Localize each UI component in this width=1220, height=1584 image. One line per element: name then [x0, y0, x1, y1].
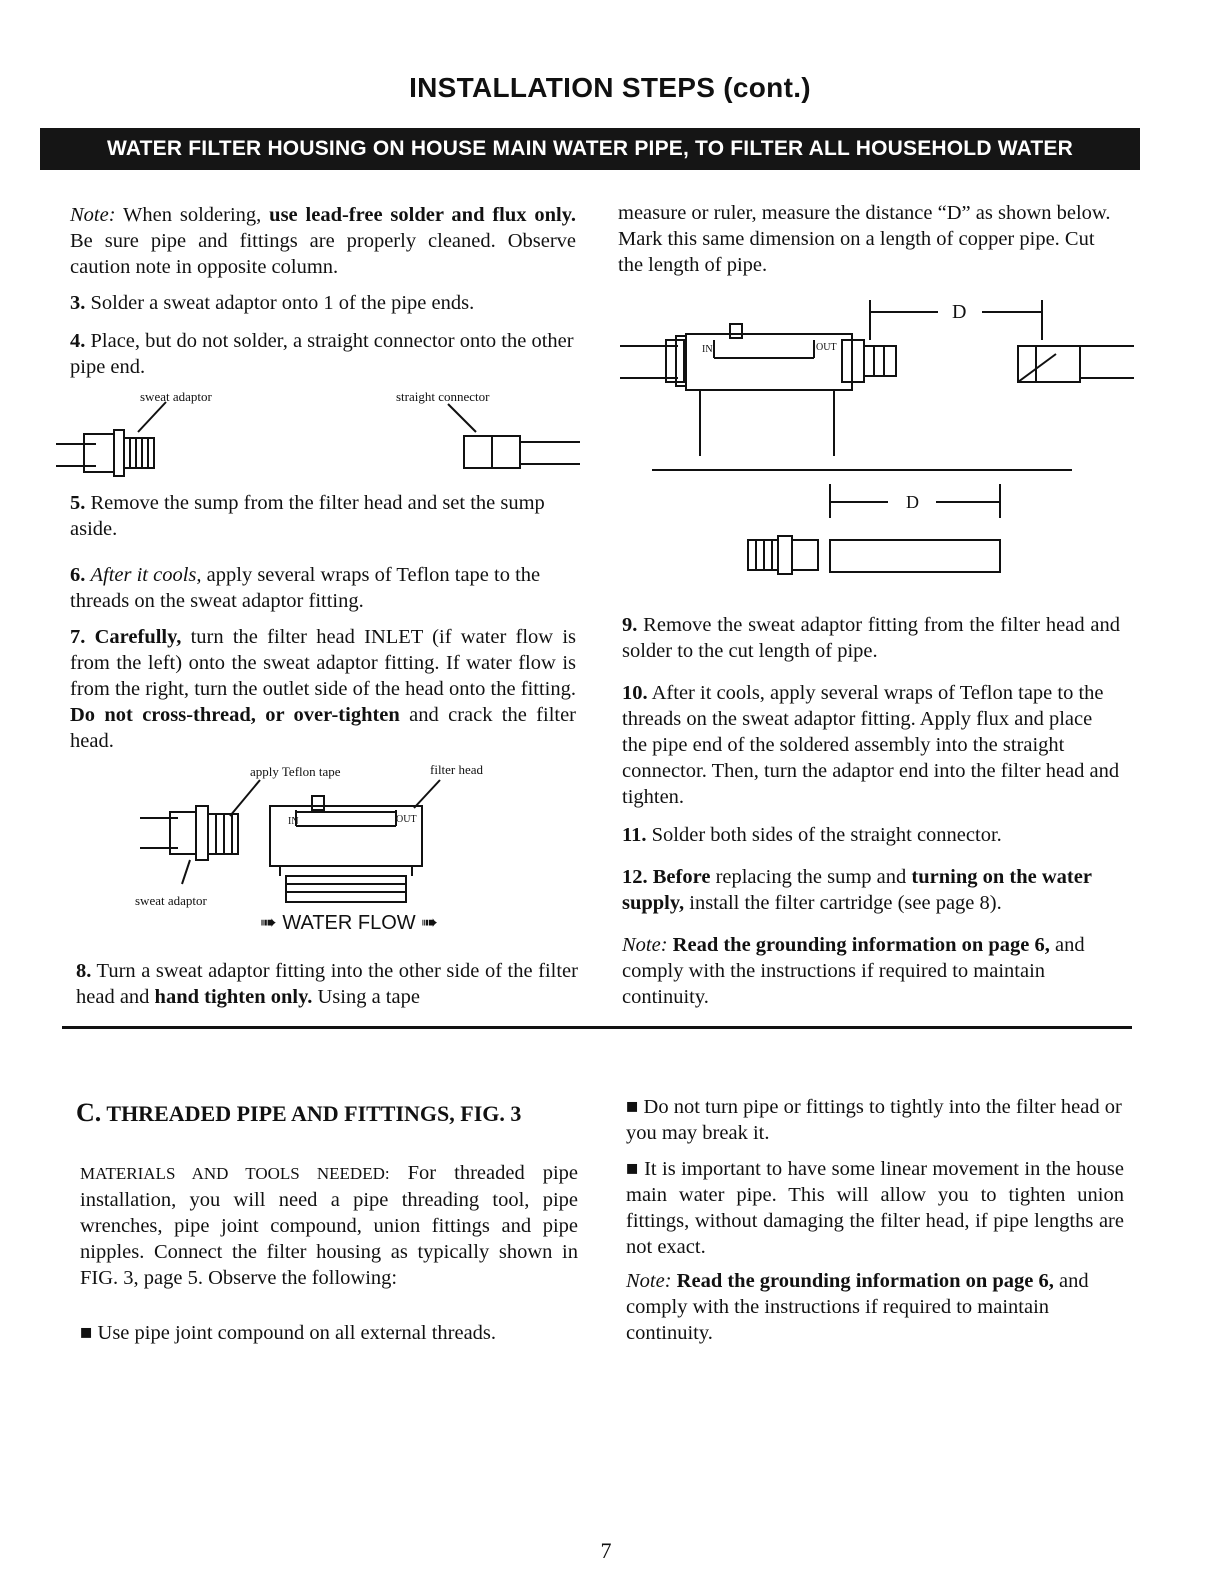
sweat-adaptor-nut: [114, 430, 124, 476]
step-text-2: Using a tape: [317, 986, 420, 1008]
leader-line: [448, 404, 476, 432]
distance-d-figure: [618, 296, 1138, 586]
cut-pipe: [830, 540, 1000, 572]
solder-note: [70, 202, 576, 280]
label-filter-head: filter head: [430, 762, 484, 777]
step-6: [70, 562, 576, 614]
in-label: IN: [702, 344, 713, 355]
note-text: and comply with the instructions if required to maintain continuity.: [626, 1270, 1089, 1344]
step-text: Remove the sump from the filter head and set the sump aside.: [70, 492, 545, 540]
step-8-continued: measure or ruler, measure the distance “D” as shown below. Mark this same dimension on a length of copper pipe. Cut the length of pipe.: [618, 202, 1111, 276]
page-title: INSTALLATION STEPS (cont.): [409, 72, 811, 103]
note-bold: Read the grounding information on page 6,: [672, 934, 1050, 956]
bullet-text: Use pipe joint compound on all external threads.: [97, 1322, 497, 1344]
dimension-d-bottom: D: [906, 492, 919, 512]
step-text: Solder both sides of the straight connector.: [651, 824, 1002, 846]
note-label: Note:: [70, 204, 116, 226]
step-bold: Before: [652, 866, 711, 888]
sweat-adaptor-threads: [124, 438, 154, 468]
grounding-note: [622, 932, 1124, 1010]
note-bold: use lead-free solder and flux only.: [269, 204, 576, 226]
water-flow-label: WATER FLOW: [282, 912, 416, 934]
materials-text: For threaded pipe installation, you will need a pipe threading tool, pipe wrenches, pipe joint compound, union fittings and pipe nipples. Connect the filter housing as typically shown in FIG. 3, page 5. Observe the following:: [80, 1162, 579, 1289]
step-10: [622, 680, 1120, 810]
filter-head-button: [312, 796, 324, 810]
in-label: IN: [288, 816, 299, 827]
step-text: Turn a sweat adaptor fitting into the other side of the filter head and: [76, 960, 578, 1008]
step-text: Solder a sweat adaptor onto 1 of the pipe ends.: [90, 292, 475, 314]
adaptor-body: [792, 540, 818, 570]
bullet-text: Do not turn pipe or fittings to tightly into the filter head or you may break it.: [626, 1096, 1122, 1144]
step-number: 12.: [622, 866, 648, 888]
step-7: [70, 624, 576, 754]
step-text: turn the filter head INLET (if water flow is from the left) onto the sweat adaptor fitting. If water flow is from the right, turn the outlet side of the head onto the fitting.: [70, 626, 576, 700]
step-text: apply several wraps of Teflon tape to the threads on the sweat adaptor fitting.: [70, 564, 541, 612]
filter-head-button: [730, 324, 742, 338]
out-label: OUT: [396, 814, 417, 825]
step-number: 4.: [70, 330, 86, 352]
label-sweat-adaptor: sweat adaptor: [140, 389, 212, 404]
sweat-adaptor-nut: [196, 806, 208, 860]
step-4: [70, 328, 576, 380]
bullet-item: [80, 1320, 578, 1346]
step-bold: Carefully,: [94, 626, 182, 648]
section-c-heading: [76, 1098, 521, 1128]
bullet-item: [626, 1156, 1124, 1260]
step-5: [70, 490, 576, 542]
filter-head-figure: [130, 778, 450, 908]
label-apply-teflon: apply Teflon tape: [250, 764, 341, 779]
label-straight-connector: straight connector: [396, 389, 490, 404]
arrow-right-icon: ➠: [260, 912, 277, 934]
step-number: 10.: [622, 682, 648, 704]
step-text: After it cools, apply several wraps of Teflon tape to the threads on the sweat adaptor fitting. Apply flux and place the pipe end of the soldered assembly into the straight connector. Then, turn the adaptor end into the filter head and tighten.: [622, 682, 1120, 808]
bullet-text: It is important to have some linear movement in the house main water pipe. This will allow you to tighten union fittings, without damaging the filter head, if pipe lengths are not exact.: [626, 1158, 1125, 1258]
adaptor-nut: [778, 536, 792, 574]
note-text: When soldering,: [123, 204, 262, 226]
step-number: 6.: [70, 564, 86, 586]
step-italic: After it cools,: [90, 564, 202, 586]
section-letter: C.: [76, 1098, 102, 1127]
page-number: 7: [600, 1538, 612, 1563]
dimension-d-top: D: [952, 301, 967, 323]
step-text-2: install the filter cartridge (see page 8).: [689, 892, 1002, 914]
step-bold-warning: Do not cross-thread, or over-tighten: [70, 704, 400, 726]
grounding-note-2: [626, 1268, 1126, 1346]
straight-connector: [1018, 346, 1080, 382]
step-text-2: and crack the filter head.: [70, 704, 577, 752]
step-12: [622, 864, 1124, 916]
note-label: Note:: [626, 1270, 672, 1292]
step-number: 11.: [622, 824, 647, 846]
leader-line: [414, 780, 440, 808]
note-bold: Read the grounding information on page 6,: [676, 1270, 1054, 1292]
step-number: 5.: [70, 492, 86, 514]
step-8: [76, 958, 578, 1010]
leader-line: [138, 402, 166, 432]
leader-line: [230, 780, 260, 816]
step-11: [622, 822, 1120, 848]
step-bold-2: turning on the water supply,: [622, 866, 1092, 914]
arrow-right-icon: ➠: [421, 912, 438, 934]
step-text: Remove the sweat adaptor fitting from the filter head and solder to the cut length of pipe.: [622, 614, 1120, 662]
note-text: and comply with the instructions if required to maintain continuity.: [622, 934, 1085, 1008]
note-label: Note:: [622, 934, 668, 956]
bullet-icon: ■: [626, 1158, 639, 1180]
step-9: [622, 612, 1120, 664]
step-text: Place, but do not solder, a straight connector onto the other pipe end.: [70, 330, 574, 378]
materials-paragraph: [80, 1160, 578, 1291]
section-banner: WATER FILTER HOUSING ON HOUSE MAIN WATER PIPE, TO FILTER ALL HOUSEHOLD WATER: [40, 128, 1140, 170]
step-number: 3.: [70, 292, 86, 314]
step-bold: hand tighten only.: [154, 986, 313, 1008]
step-3: [70, 290, 576, 316]
out-label: OUT: [816, 342, 837, 353]
step-number: 8.: [76, 960, 92, 982]
step-text: replacing the sump and: [715, 866, 907, 888]
adaptor-connector-figure: [56, 402, 586, 482]
step-number: 9.: [622, 614, 638, 636]
leader-line: [182, 860, 190, 884]
bullet-icon: ■: [626, 1096, 639, 1118]
section-divider: [62, 1026, 1132, 1029]
step-number: 7.: [70, 626, 86, 648]
adaptor-threads: [864, 346, 896, 376]
label-sweat-adaptor-2: sweat adaptor: [135, 893, 207, 908]
water-flow-indicator: [260, 910, 438, 935]
bullet-icon: ■: [80, 1322, 93, 1344]
bullet-item: [626, 1094, 1124, 1146]
sump-threads: [286, 876, 406, 902]
section-title: THREADED PIPE AND FITTINGS, FIG. 3: [106, 1101, 522, 1126]
materials-label: MATERIALS AND TOOLS NEEDED:: [80, 1164, 390, 1183]
note-text-2: Be sure pipe and fittings are properly cleaned. Observe caution note in opposite column.: [70, 230, 576, 278]
